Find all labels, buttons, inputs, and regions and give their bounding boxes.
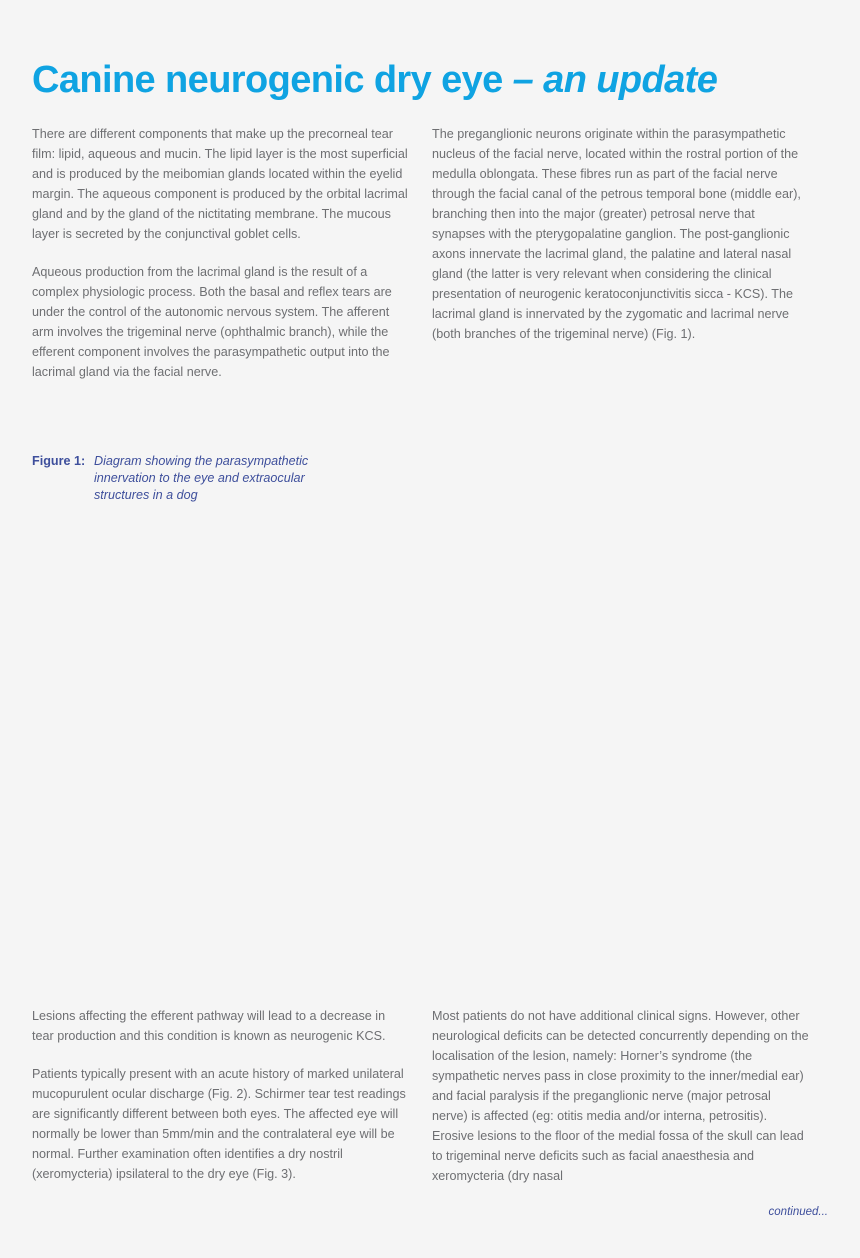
figure-caption-text: Diagram showing the parasympathetic innervation to the eye and extraocular structures in a dog xyxy=(94,454,309,502)
paragraph: Aqueous production from the lacrimal gland is the result of a complex physiologic process. Both the basal and reflex tears are under the control of the autonomic nervous system. The afferent arm involves the trigeminal nerve (ophthalmic branch), while the efferent component involves the parasympathetic output into the lacrimal gland via the facial nerve. xyxy=(32,265,392,379)
figure-image-area xyxy=(32,520,828,986)
paragraph: Patients typically present with an acute history of marked unilateral mucopurulent ocular discharge (Fig. 2). Schirmer tear test readings are significantly different between both eyes. The affected eye will normally be lower than 5mm/min and the contralateral eye will be normal. Further examination often identifies a dry nostril (xeromycteria) ipsilateral to the dry eye (Fig. 3). xyxy=(32,1067,406,1181)
figure-caption xyxy=(32,453,362,504)
column-top-left xyxy=(32,124,409,382)
continued-label: continued... xyxy=(768,1206,828,1218)
column-bottom-left xyxy=(32,1006,409,1184)
page-title-subtitle: – an update xyxy=(512,59,718,102)
figure-caption-label: Figure 1: xyxy=(32,454,86,468)
paragraph: Most patients do not have additional clinical signs. However, other neurological deficits can be detected concurrently depending on the localisation of the lesion, namely: Horner’s syndrome (the sympathetic nerves pass in close proximity to the inner/medial ear) and facial paralysis if the preganglionic nerve (major petrosal nerve) is affected (eg: otitis media and/or interna, petrositis). Erosive lesions to the floor of the medial fossa of the skull can lead to trigeminal nerve deficits such as facial anaesthesia and xeromycteria (dry nasal xyxy=(432,1009,809,1183)
page-title-main: Canine neurogenic dry eye xyxy=(32,59,513,102)
paragraph: There are different components that make up the precorneal tear film: lipid, aqueous and mucin. The lipid layer is the most superficial and is produced by the meibomian glands located within the eyelid margin. The aqueous component is produced by the orbital lacrimal gland and by the gland of the nictitating membrane. The mucous layer is secreted by the conjunctival goblet cells. xyxy=(32,127,408,241)
paragraph: Lesions affecting the efferent pathway will lead to a decrease in tear production and this condition is known as neurogenic KCS. xyxy=(32,1009,386,1043)
paragraph: The preganglionic neurons originate within the parasympathetic nucleus of the facial nerve, located within the rostral portion of the medulla oblongata. These fibres run as part of the facial nerve through the facial canal of the petrous temporal bone (middle ear), branching then into the major (greater) petrosal nerve that synapses with the pterygopalatine ganglion. The post-ganglionic axons innervate the lacrimal gland, the palatine and lateral nasal gland (the latter is very relevant when considering the clinical presentation of neurogenic keratoconjunctivitis sicca - KCS). The lacrimal gland is innervated by the zygomatic and lacrimal nerve (both branches of the trigeminal nerve) (Fig. 1). xyxy=(432,127,801,341)
column-top-right xyxy=(432,124,809,344)
page-title xyxy=(32,58,832,102)
column-bottom-right xyxy=(432,1006,809,1186)
